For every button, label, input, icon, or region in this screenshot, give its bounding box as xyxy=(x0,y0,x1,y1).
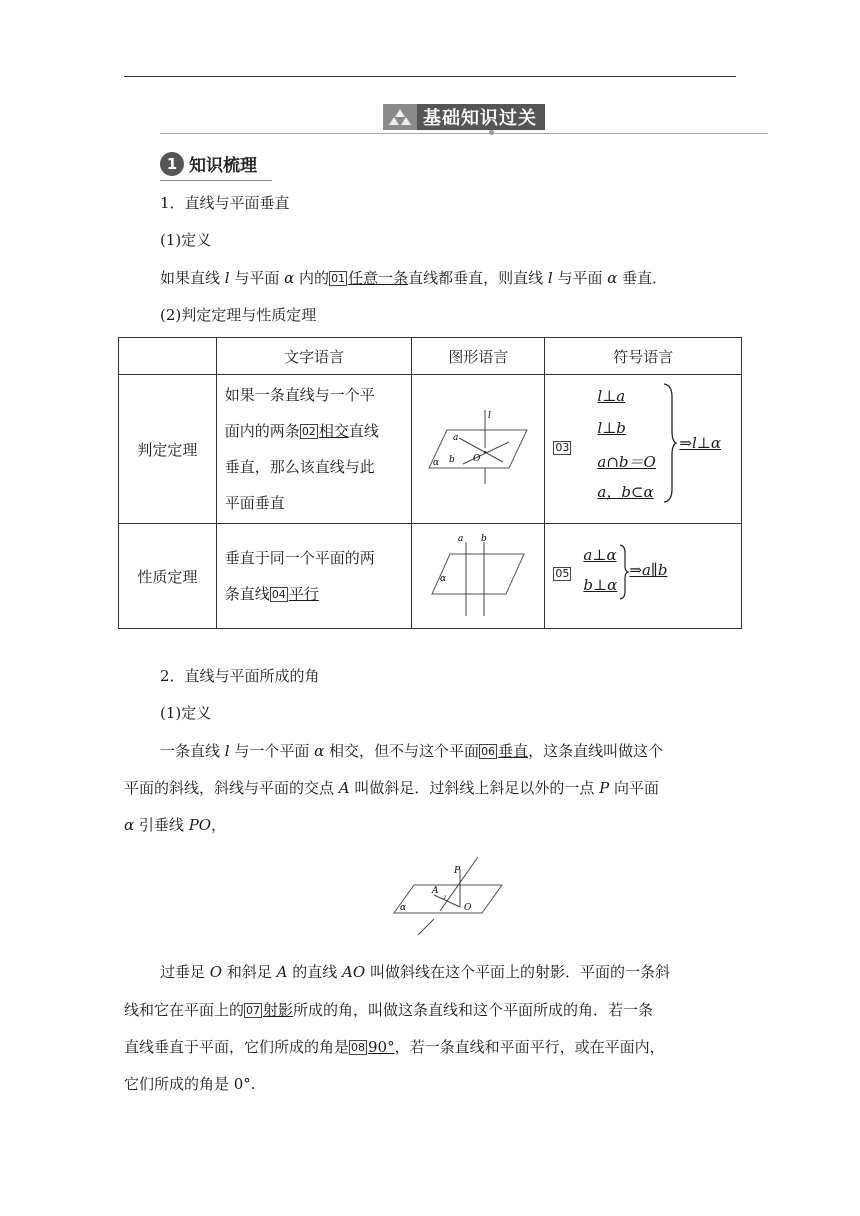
triangle-logo-icon xyxy=(383,104,417,130)
banner-title: 基础知识过关 xyxy=(423,108,537,129)
row-label: 性质定理 xyxy=(119,524,217,629)
blank-marker: 05 xyxy=(555,567,570,580)
row-text: 垂直于同一个平面的两 条直线 04 平行 xyxy=(216,524,412,629)
svg-text:A: A xyxy=(432,886,439,896)
svg-text:O: O xyxy=(464,903,472,913)
svg-text:a: a xyxy=(458,534,464,544)
svg-text:P: P xyxy=(454,866,461,876)
table-row xyxy=(119,524,742,629)
item2-sub1: (1)定义 xyxy=(160,704,212,722)
blank-marker: 03 xyxy=(555,441,570,454)
blank-marker: 02 xyxy=(301,425,316,438)
row-figure xyxy=(412,375,545,524)
item1-sub1: (1)定义 xyxy=(160,231,212,249)
item2-projection-line4: 它们所成的角是 0°. xyxy=(124,1075,256,1093)
svg-text:α: α xyxy=(433,458,440,468)
section-heading xyxy=(160,151,257,176)
parallel-lines-figure xyxy=(428,532,528,620)
row-figure xyxy=(412,524,545,629)
svg-text:O: O xyxy=(473,454,481,464)
svg-text:a: a xyxy=(453,433,459,443)
section-underline xyxy=(160,180,272,181)
row-symbol: 03 l⊥a l⊥b a∩b＝O a，b⊂α ⇒l⊥α xyxy=(545,375,742,524)
svg-text:l: l xyxy=(488,411,492,421)
svg-text:b: b xyxy=(449,455,456,465)
fill-answer: 任意一条 xyxy=(348,269,409,287)
table-header-empty xyxy=(119,338,217,375)
fill-answer: 相交 xyxy=(318,422,349,440)
item2-projection-line3: 直线垂直于平面，它们所成的角是 08 90°，若一条直线和平面平行，或在平面内， xyxy=(124,1038,665,1056)
blank-marker: 01 xyxy=(331,272,346,285)
item2-definition-line1: 一条直线 l 与一个平面 α 相交，但不与这个平面 06 垂直，这条直线叫做这个 xyxy=(160,742,664,760)
blank-marker: 08 xyxy=(351,1041,366,1054)
item2-heading: 2．直线与平面所成的角 xyxy=(160,667,320,685)
fill-answer: 平行 xyxy=(288,585,319,603)
svg-text:α: α xyxy=(400,903,407,913)
item2-definition-line2: 平面的斜线，斜线与平面的交点 A 叫做斜足．过斜线上斜足以外的一点 P 向平面 xyxy=(124,779,660,797)
section-number-badge: 1 xyxy=(160,152,184,176)
right-brace-icon xyxy=(663,383,677,503)
right-brace-icon xyxy=(619,544,629,600)
perpendicular-plane-figure xyxy=(423,408,533,490)
item2-projection-line1: 过垂足 O 和斜足 A 的直线 AO 叫做斜线在这个平面上的射影．平面的一条斜 xyxy=(160,963,670,981)
oblique-line-figure xyxy=(390,855,510,937)
blank-marker: 06 xyxy=(481,745,496,758)
table-header-figure: 图形语言 xyxy=(412,338,545,375)
svg-text:b: b xyxy=(481,534,488,544)
banner-dot xyxy=(489,130,494,135)
theorem-table xyxy=(118,337,742,629)
table-header-row xyxy=(119,338,742,375)
fill-answer: 90° xyxy=(368,1038,395,1056)
item2-definition-line3: α 引垂线 PO， xyxy=(124,816,227,834)
fill-answer: 射影 xyxy=(263,1001,294,1019)
item1-heading: 1．直线与平面垂直 xyxy=(160,194,290,212)
table-row xyxy=(119,375,742,524)
fill-answer: 垂直 xyxy=(498,742,529,760)
row-text: 如果一条直线与一个平 面内的两条 02 相交直线 垂直，那么该直线与此 平面垂直 xyxy=(216,375,412,524)
blank-marker: 04 xyxy=(271,588,286,601)
row-label: 判定定理 xyxy=(119,375,217,524)
item1-definition: 如果直线 l 与平面 α 内的 01 任意一条直线都垂直，则直线 l 与平面 α 垂直． xyxy=(160,269,668,287)
item2-projection-line2: 线和它在平面上的 07 射影所成的角，叫做这条直线和这个平面所成的角．若一条 xyxy=(124,1001,654,1019)
item1-sub2: (2)判定定理与性质定理 xyxy=(160,306,317,324)
banner-rule xyxy=(160,133,768,134)
header-rule xyxy=(124,76,736,77)
blank-marker: 07 xyxy=(246,1004,261,1017)
table-header-symbol: 符号语言 xyxy=(545,338,742,375)
section-title: 知识梳理 xyxy=(189,156,257,176)
svg-text:α: α xyxy=(440,574,447,584)
section-banner xyxy=(383,104,545,130)
row-symbol: 05 a⊥α b⊥α ⇒a∥b xyxy=(545,524,742,629)
table-header-text: 文字语言 xyxy=(216,338,412,375)
